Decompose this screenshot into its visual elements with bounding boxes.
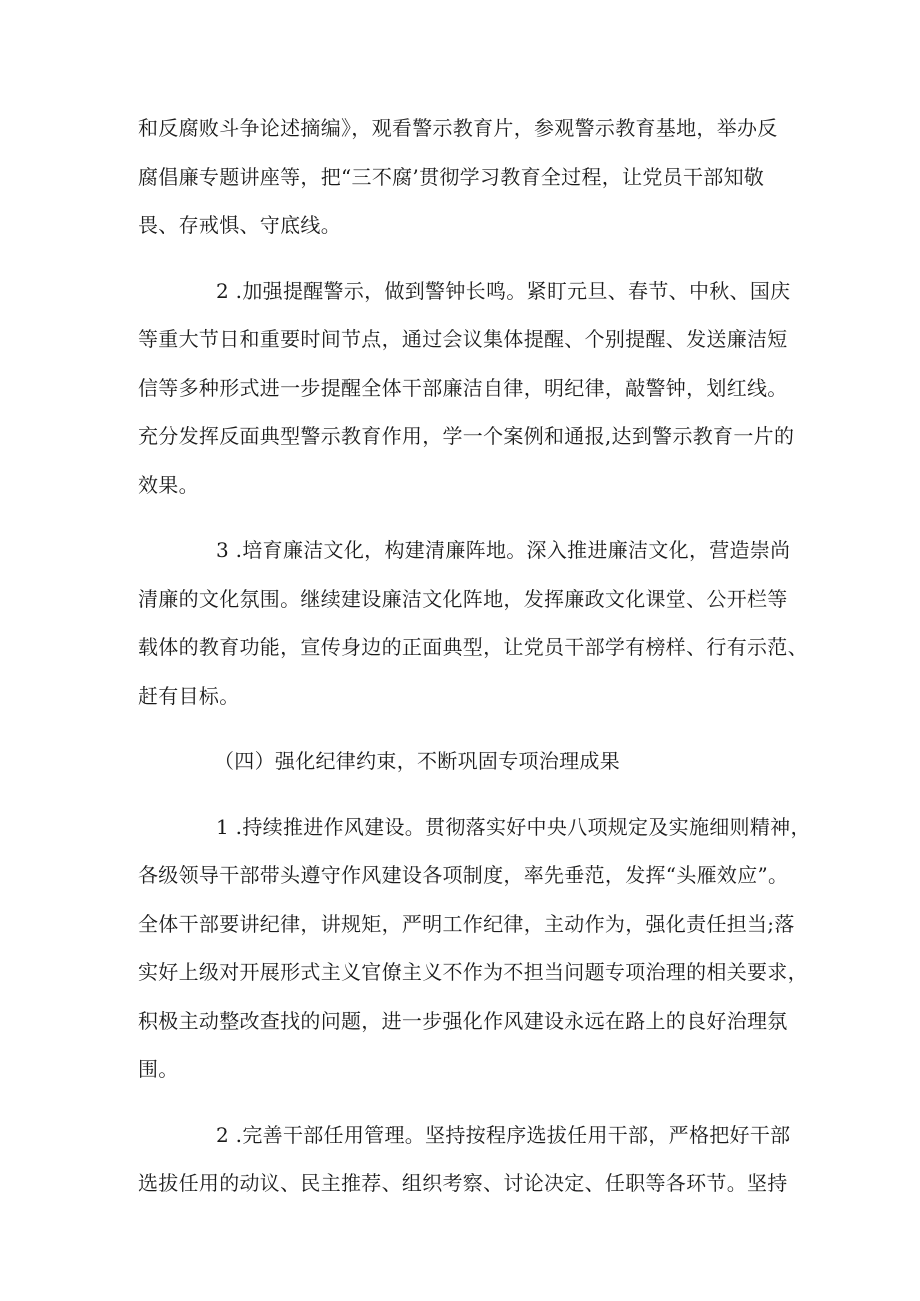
paragraph-item-1-work-style — [138, 803, 811, 1094]
paragraph-continuation — [138, 104, 798, 250]
text-line: 2 .完善干部任用管理。坚持按程序选拔任用干部，严格把好干部 — [216, 1122, 791, 1147]
text-line: 腐倡廉专题讲座等，把“三不腐’贯彻学习教育全过程，让党员干部知敬 — [138, 164, 765, 189]
text-line: 赶有目标。 — [138, 683, 240, 708]
paragraph-item-2-appointment — [138, 1111, 798, 1208]
text-line: 实好上级对开展形式主义官僚主义不作为不担当问题专项治理的相关要求， — [138, 960, 808, 984]
section-heading: （四）强化纪律约束，不断巩固专项治理成果 — [214, 749, 620, 773]
text-line: 清廉的文化氛围。继续建设廉洁文化阵地，发挥廉政文化课堂、公开栏等 — [138, 586, 788, 611]
text-line: 积极主动整改查找的问题，进一步强化作风建设永远在路上的良好治理氛 — [138, 1008, 788, 1033]
text-line: 载体的教育功能，宣传身边的正面典型，让党员干部学有榜样、行有示范、 — [138, 635, 808, 659]
text-line: 各级领导干部带头遵守作风建设各项制度，率先垂范，发挥“头雁效应”。 — [138, 863, 789, 887]
paragraph-item-2-warnings — [138, 267, 798, 510]
text-line: 等重大节日和重要时间节点，通过会议集体提醒、个别提醒、发送廉洁短 — [138, 327, 788, 351]
text-line: 和反腐败斗争论述摘编》，观看警示教育片，参观警示教育基地，举办反 — [138, 116, 778, 140]
paragraph-item-3-culture — [138, 526, 808, 720]
text-line: 效果。 — [138, 472, 199, 497]
text-line: 全体干部要讲纪律，讲规矩，严明工作纪律，主动作为，强化责任担当;落 — [138, 911, 795, 936]
text-line: 选拔任用的动议、民主推荐、组织考察、讨论决定、任职等各环节。坚持 — [138, 1171, 788, 1195]
text-line: 信等多种形式进一步提醒全体干部廉洁自律，明纪律，敲警钟，划红线。 — [138, 375, 788, 400]
text-line: 充分发挥反面典型警示教育作用，学一个案例和通报,达到警示教育一片的 — [138, 424, 795, 448]
document-body — [138, 104, 811, 1208]
text-line: 围。 — [138, 1057, 179, 1081]
text-line: 3 .培育廉洁文化，构建清廉阵地。深入推进廉洁文化，营造崇尚 — [216, 538, 791, 562]
text-line: 1 .持续推进作风建设。贯彻落实好中央八项规定及实施细则精神， — [216, 814, 811, 839]
text-line: 2 .加强提醒警示，做到警钟长鸣。紧盯元旦、春节、中秋、国庆 — [216, 278, 791, 303]
text-line: 畏、存戒惧、守底线。 — [138, 213, 341, 237]
